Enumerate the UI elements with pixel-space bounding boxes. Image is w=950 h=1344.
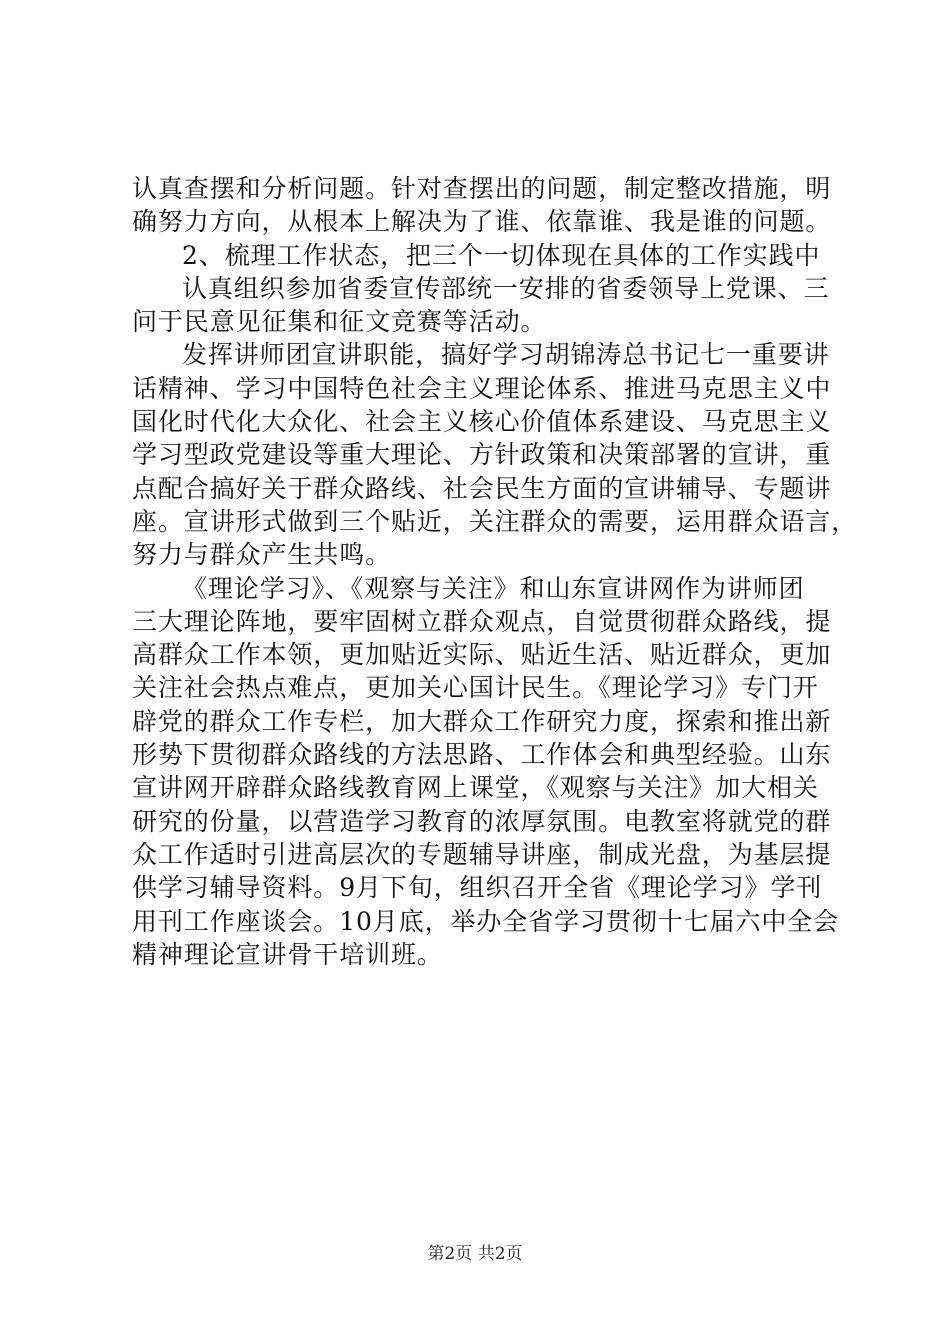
text-line: 用刊工作座谈会。10月底，举办全省学习贯彻十七届六中全会 <box>132 906 840 936</box>
text-line: 研究的份量，以营造学习教育的浓厚氛围。电教室将就党的群 <box>132 806 832 836</box>
text-line: 努力与群众产生共鸣。 <box>132 540 392 570</box>
text-line: 2、梳理工作状态，把三个一切体现在具体的工作实践中 <box>182 240 821 270</box>
text-line: 供学习辅导资料。9月下旬，组织召开全省《理论学习》学刊 <box>132 873 823 903</box>
text-line: 精神理论宣讲骨干培训班。 <box>132 939 443 969</box>
text-line: 众工作适时引进高层次的专题辅导讲座，制成光盘，为基层提 <box>132 839 832 869</box>
text-line: 宣讲网开辟群众路线教育网上课堂，《观察与关注》加大相关 <box>132 773 819 803</box>
text-line: 三大理论阵地，要牢固树立群众观点，自觉贯彻群众路线，提 <box>132 606 832 636</box>
paragraph <box>132 572 852 972</box>
paragraph <box>132 239 852 272</box>
paragraph <box>132 272 852 339</box>
text-line: 确努力方向，从根本上解决为了谁、依靠谁、我是谁的问题。 <box>132 207 832 237</box>
page-footer: 第2页 共2页 <box>427 1244 523 1264</box>
text-line: 《理论学习》、《观察与关注》和山东宣讲网作为讲师团 <box>182 573 805 603</box>
text-line: 辟党的群众工作专栏，加大群众工作研究力度，探索和推出新 <box>132 706 832 736</box>
text-line: 形势下贯彻群众路线的方法思路、工作体会和典型经验。山东 <box>132 740 832 770</box>
text-line: 关注社会热点难点，更加关心国计民生。《理论学习》专门开 <box>132 673 819 703</box>
paragraph <box>132 172 852 239</box>
paragraph <box>132 338 858 571</box>
document-body <box>132 172 858 971</box>
text-line: 点配合搞好关于群众路线、社会民生方面的宣讲辅导、专题讲 <box>132 473 832 503</box>
text-line: 话精神、学习中国特色社会主义理论体系、推进马克思主义中 <box>132 373 832 403</box>
text-line: 发挥讲师团宣讲职能，搞好学习胡锦涛总书记七一重要讲 <box>182 340 830 370</box>
text-line: 国化时代化大众化、社会主义核心价值体系建设、马克思主义 <box>132 407 832 437</box>
text-line: 高群众工作本领，更加贴近实际、贴近生活、贴近群众，更加 <box>132 640 832 670</box>
text-line: 学习型政党建设等重大理论、方针政策和决策部署的宣讲，重 <box>132 440 832 470</box>
text-line: 认真组织参加省委宣传部统一安排的省委领导上党课、三 <box>182 273 830 303</box>
text-line: 认真查摆和分析问题。针对查摆出的问题，制定整改措施，明 <box>132 174 832 203</box>
text-line: 座。宣讲形式做到三个贴近，关注群众的需要，运用群众语言， <box>132 506 858 536</box>
text-line: 问于民意见征集和征文竞赛等活动。 <box>132 307 547 337</box>
